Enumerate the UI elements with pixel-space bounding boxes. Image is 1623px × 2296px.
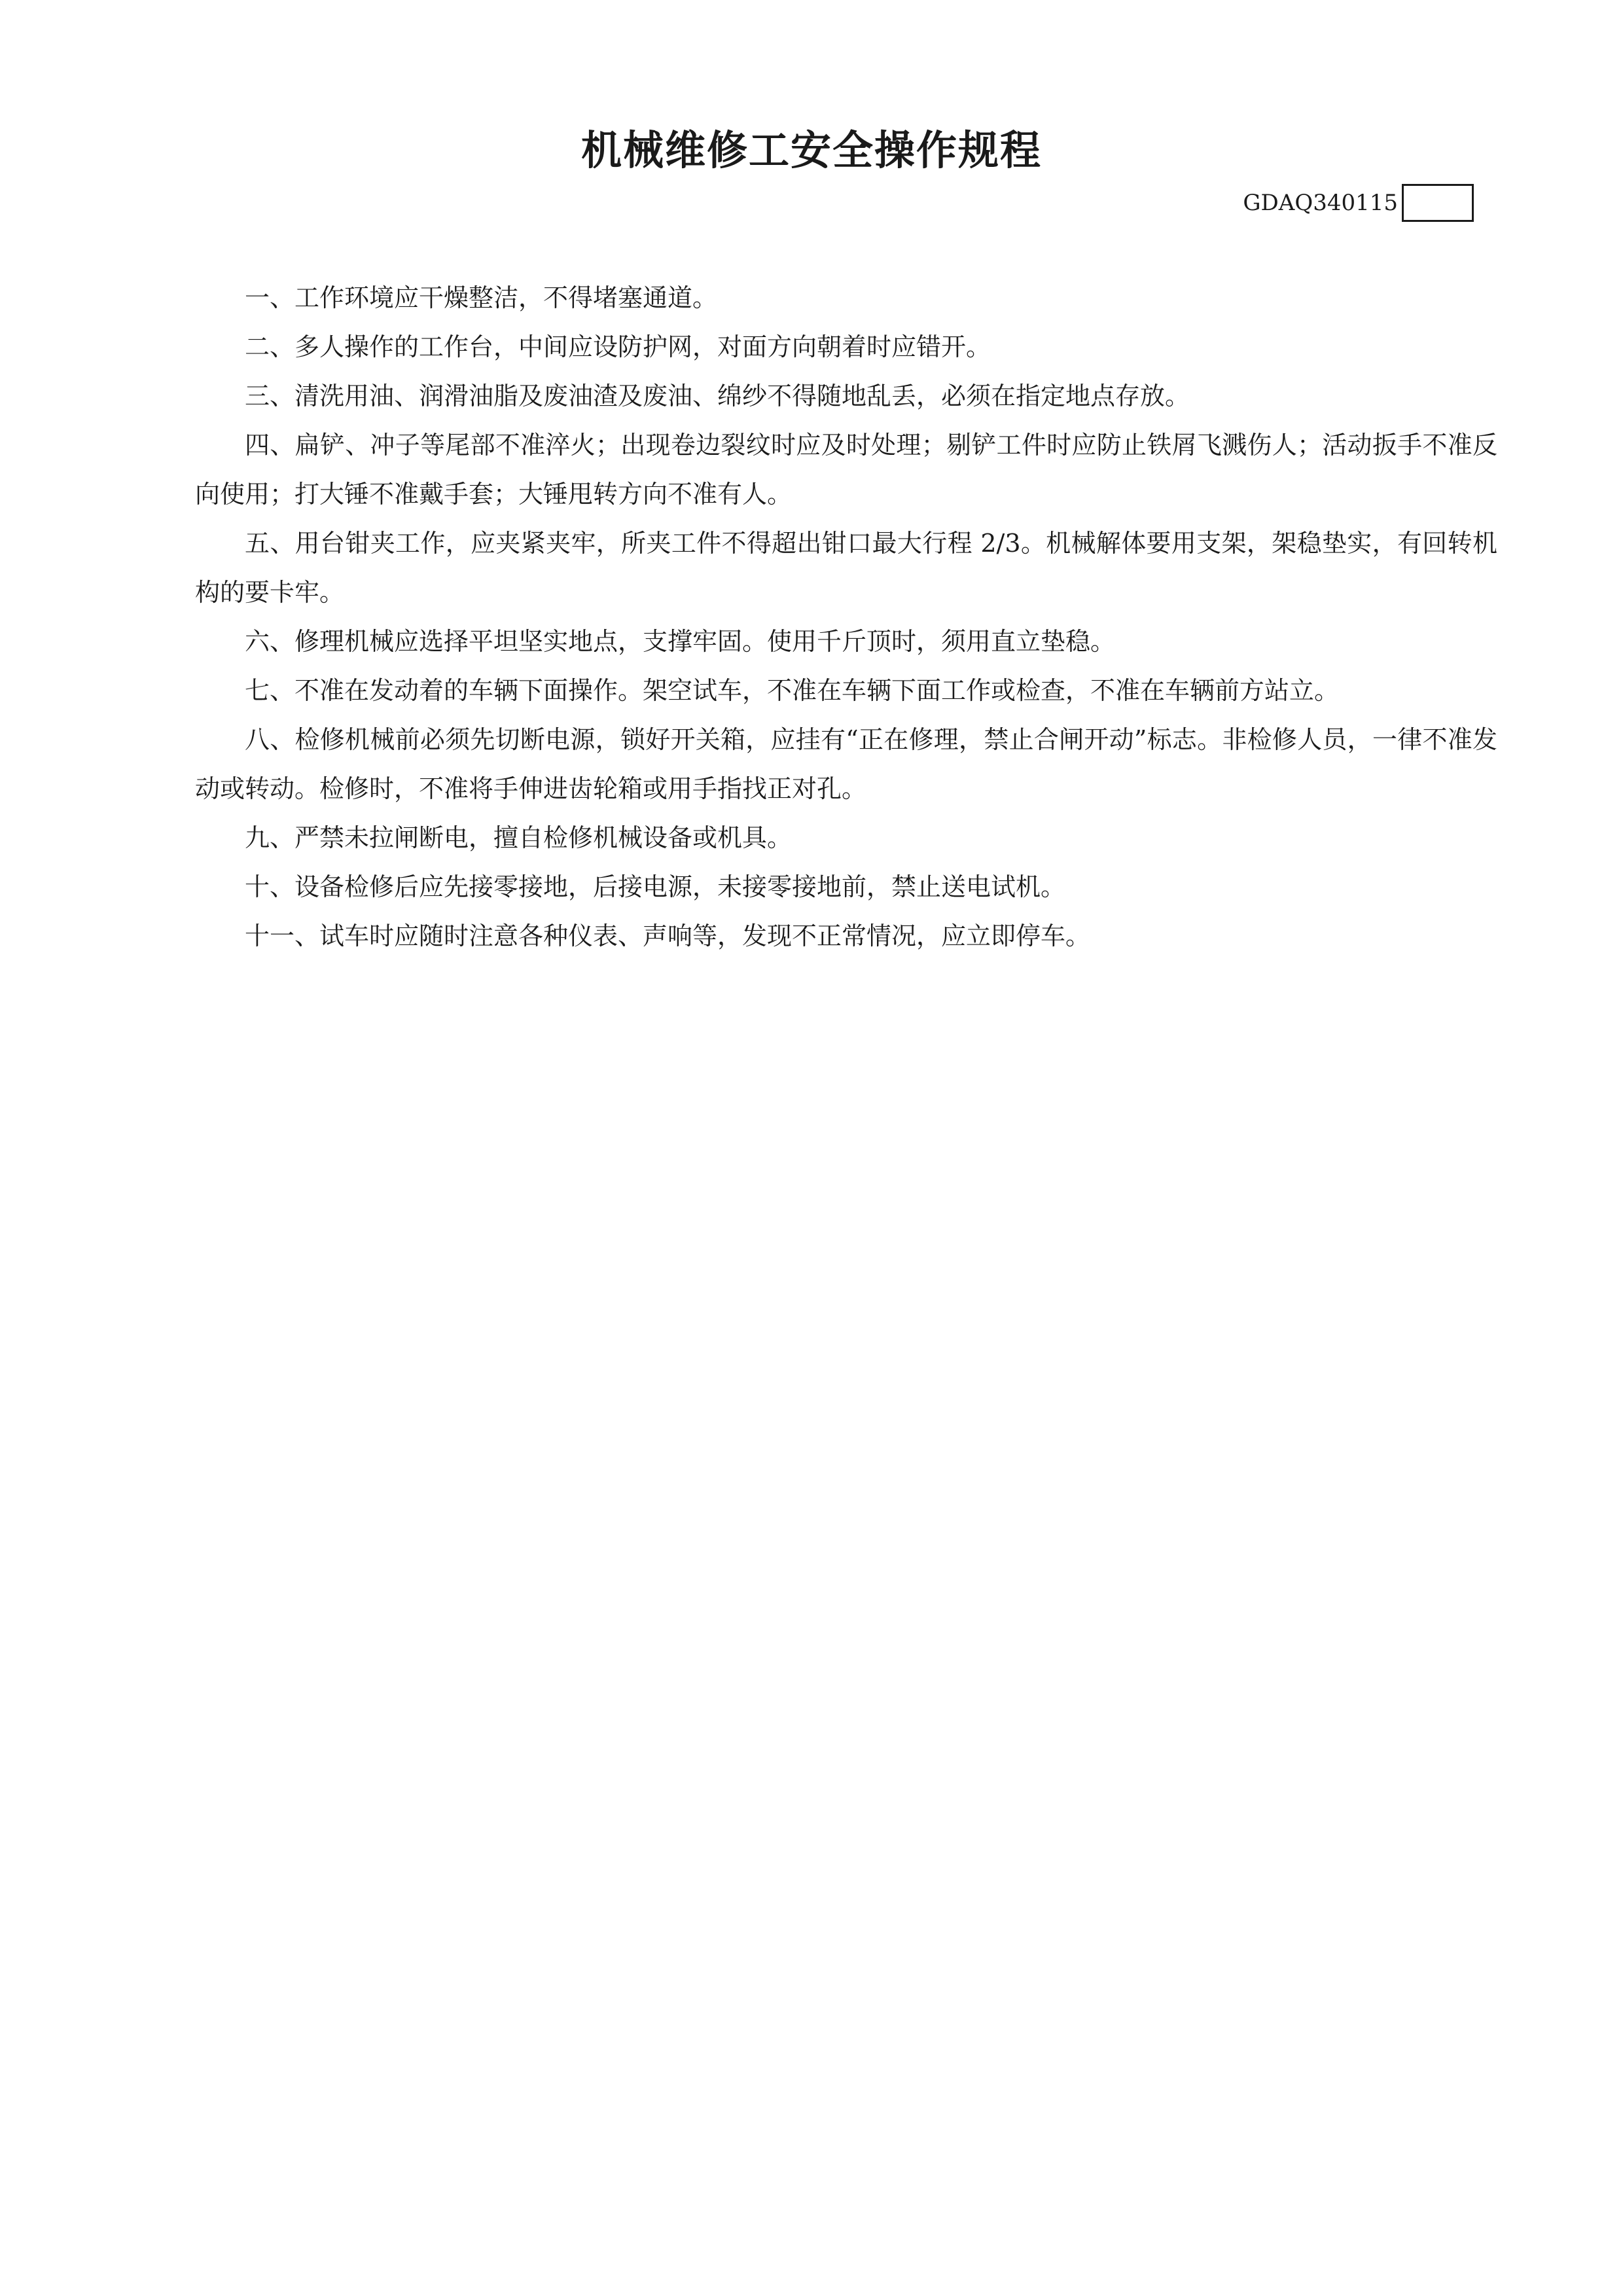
rule-item-5: 五、用台钳夹工作，应夹紧夹牢，所夹工件不得超出钳口最大行程 2/3。机械解体要用支架，架稳垫实，有回转机构的要卡牢。 — [195, 529, 1497, 607]
rule-item-9: 九、严禁未拉闸断电，擅自检修机械设备或机具。 — [245, 823, 793, 852]
rule-item-11: 十一、试车时应随时注意各种仪表、声响等，发现不正常情况，应立即停车。 — [245, 922, 1091, 950]
rule-item-3: 三、清洗用油、润滑油脂及废油渣及废油、绵纱不得随地乱丢，必须在指定地点存放。 — [245, 382, 1190, 410]
document-code: GDAQ340115 — [1243, 190, 1398, 216]
rule-item-4: 四、扁铲、冲子等尾部不准淬火；出现卷边裂纹时应及时处理；剔铲工件时应防止铁屑飞溅伤人；活动扳手不准反向使用；打大锤不准戴手套；大锤甩转方向不准有人。 — [195, 431, 1497, 509]
rules-list — [195, 274, 1497, 961]
rule-item-8: 八、检修机械前必须先切断电源，锁好开关箱，应挂有“正在修理，禁止合闸开动”标志。非检修人员，一律不准发动或转动。检修时，不准将手伸进齿轮箱或用手指找正对孔。 — [195, 725, 1497, 803]
rule-item-7: 七、不准在发动着的车辆下面操作。架空试车，不准在车辆下面工作或检查，不准在车辆前方站立。 — [245, 676, 1340, 705]
code-suffix-box — [1402, 184, 1474, 222]
rule-item-1: 一、工作环境应干燥整洁，不得堵塞通道。 — [245, 283, 718, 312]
page-title: 机械维修工安全操作规程 — [580, 126, 1042, 174]
rule-item-10: 十、设备检修后应先接零接地，后接电源，未接零接地前，禁止送电试机。 — [245, 872, 1066, 901]
document-code-row — [1243, 183, 1474, 223]
rule-item-6: 六、修理机械应选择平坦坚实地点，支撑牢固。使用千斤顶时，须用直立垫稳。 — [245, 627, 1116, 656]
rule-item-2: 二、多人操作的工作台，中间应设防护网，对面方向朝着时应错开。 — [245, 332, 991, 361]
